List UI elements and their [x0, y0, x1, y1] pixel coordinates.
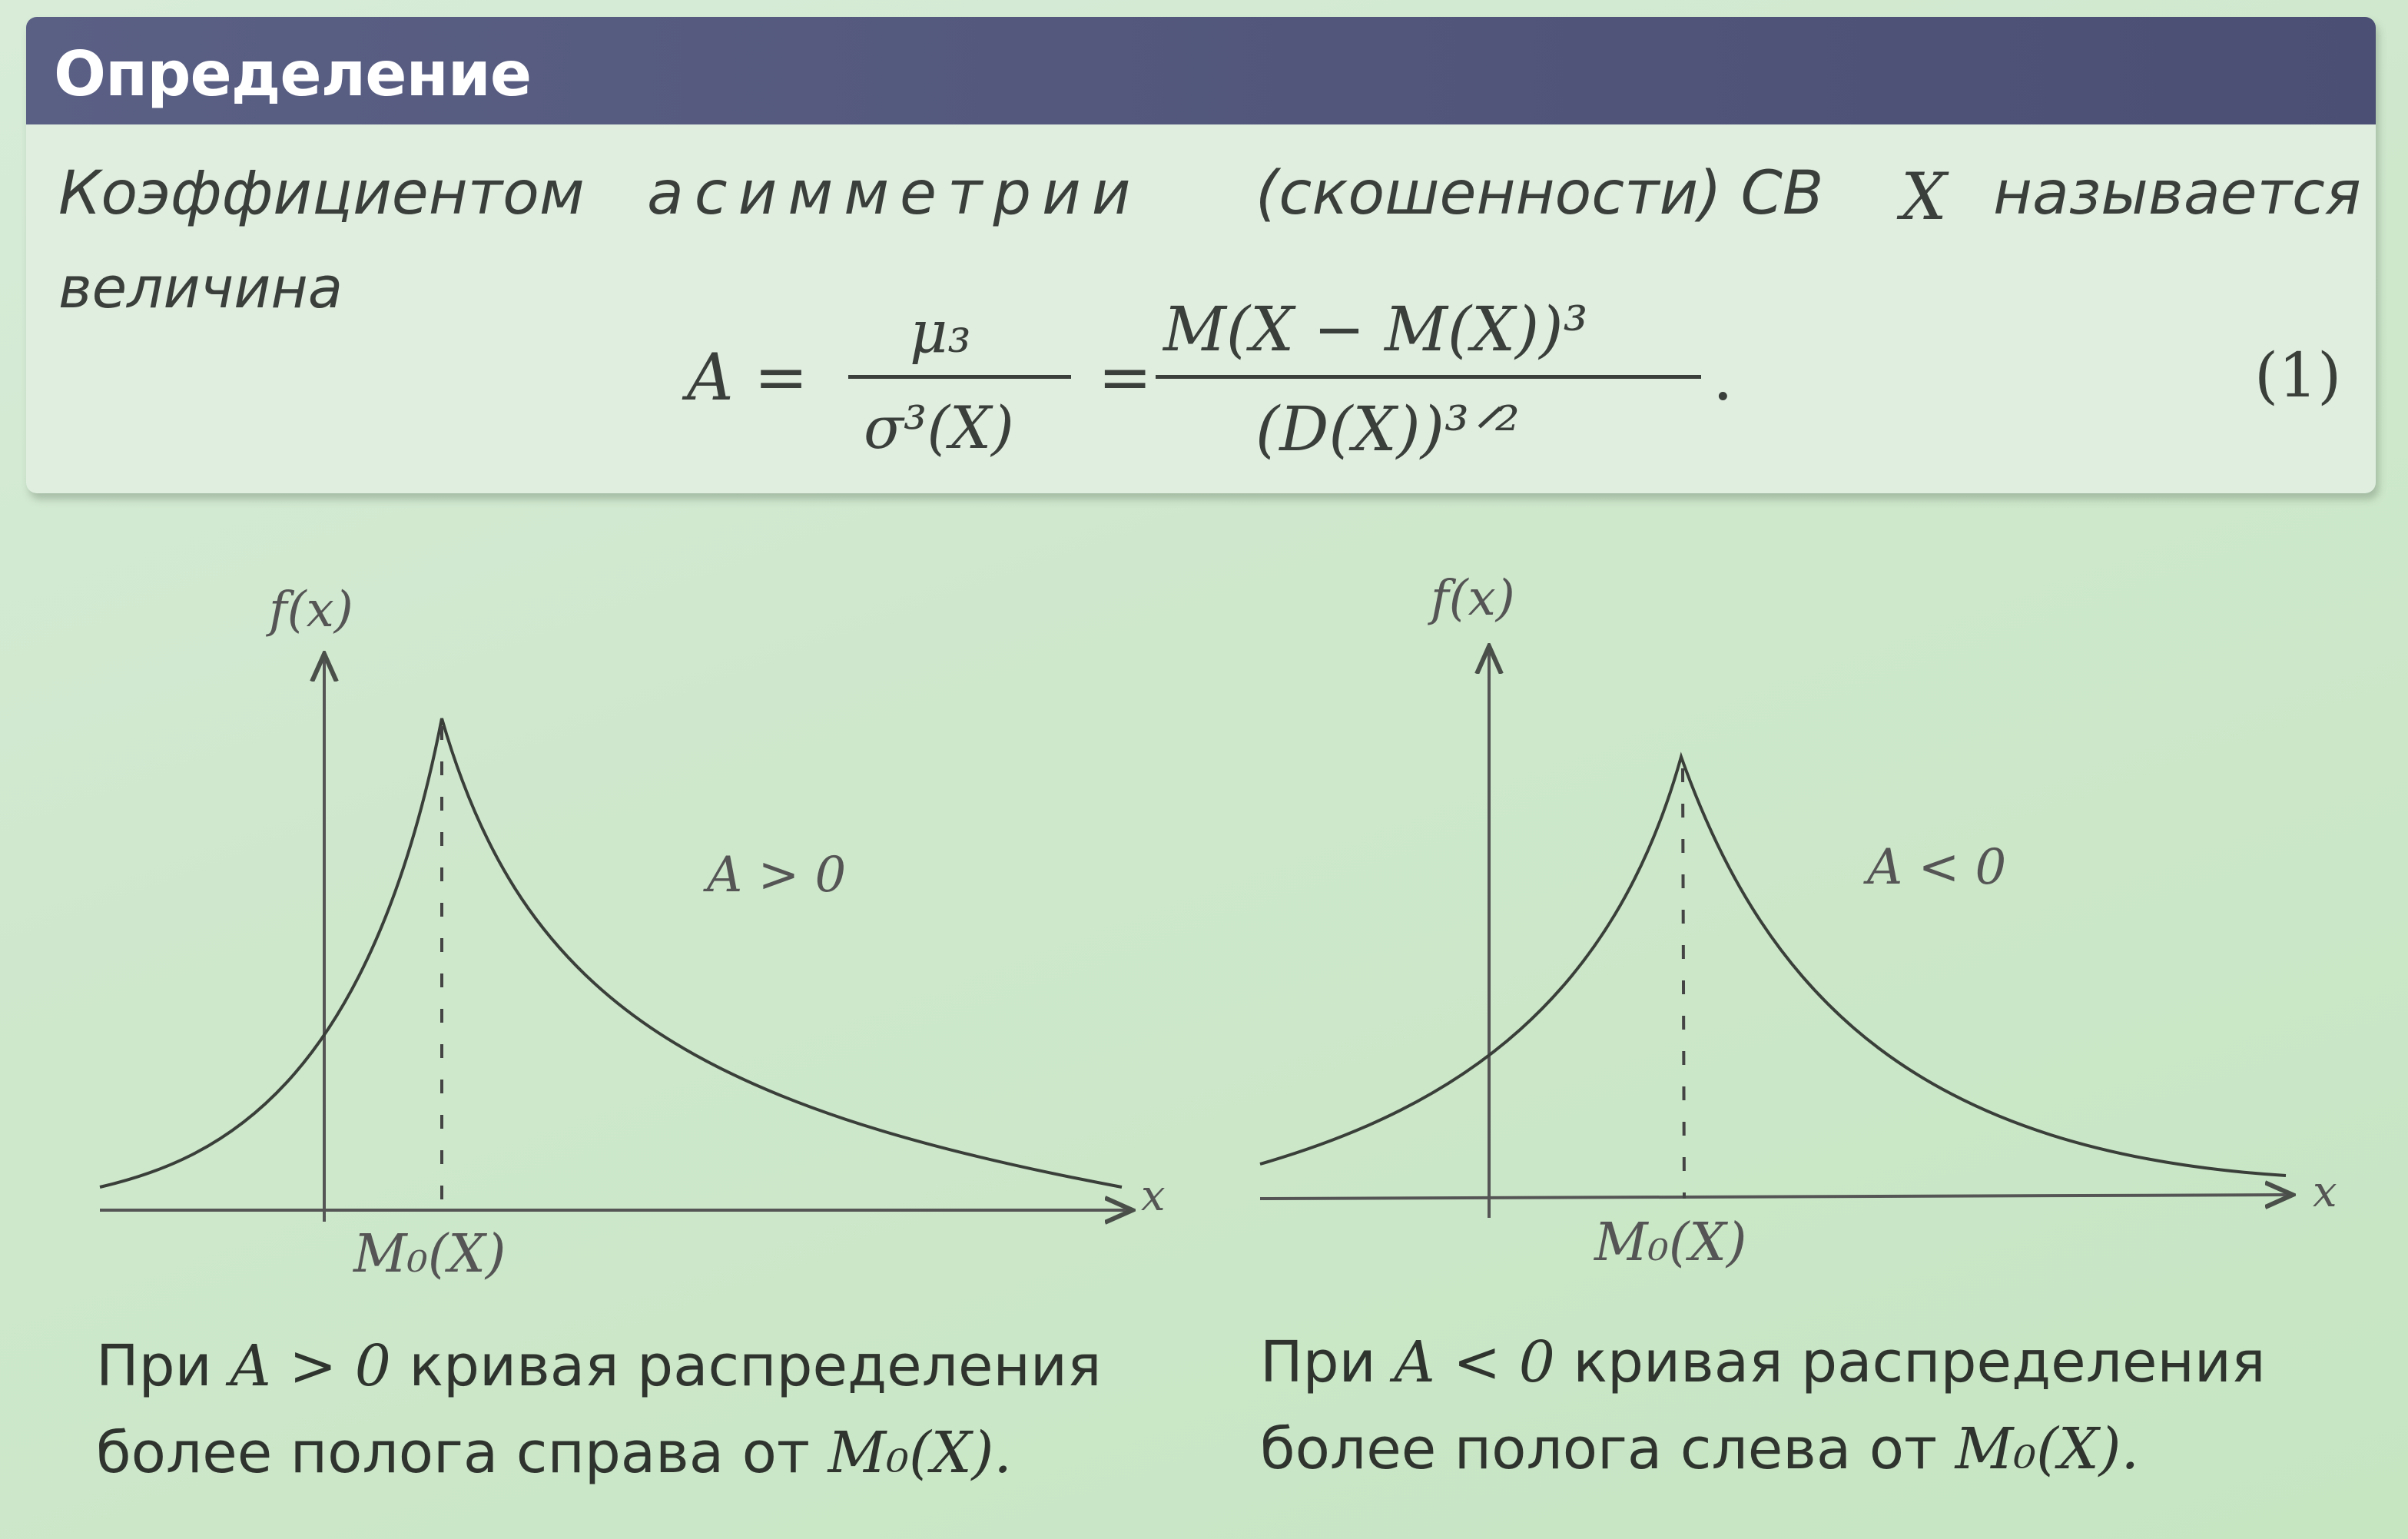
annotation-right: A < 0 — [1867, 839, 2007, 896]
text-asymmetry: асимметрии — [647, 159, 1142, 228]
equation-number: (1) — [2254, 340, 2342, 411]
mode-label-right: M₀(X) — [1594, 1212, 1747, 1273]
annotation-left: A > 0 — [707, 847, 847, 904]
caption-right-line1: При A < 0 кривая распределения — [1260, 1329, 2266, 1395]
caption-left-line2: более полога справа от M₀(X). — [96, 1420, 1012, 1486]
caption-right-line2: более полога слева от M₀(X). — [1260, 1416, 2140, 1482]
formula-mu3: μ₃ — [910, 297, 971, 366]
text-X: X — [1901, 159, 1947, 234]
x-label-left: x — [1141, 1171, 1166, 1221]
formula-equals: = — [1098, 340, 1153, 415]
formula-lhs: A = — [687, 340, 808, 415]
caption-left-line1: При A > 0 кривая распределения — [96, 1333, 1102, 1399]
formula-denominator: (D(X))³ᐟ² — [1255, 393, 1520, 465]
plot-left — [100, 657, 1129, 1222]
mode-label-left: M₀(X) — [353, 1224, 506, 1285]
text-nazyvaetsya: называется — [1993, 159, 2361, 228]
density-curve-right — [1260, 757, 2286, 1176]
y-label-left: f(x) — [269, 582, 353, 638]
x-label-right: x — [2313, 1167, 2337, 1217]
formula-sigma3: σ³(X) — [864, 393, 1014, 462]
formula-period: . — [1713, 340, 1733, 415]
text-velichina: величина — [58, 255, 343, 321]
density-curve-left — [100, 718, 1122, 1187]
y-label-right: f(x) — [1431, 570, 1515, 627]
x-axis-right — [1260, 1195, 2290, 1199]
definition-title: Определение — [54, 38, 532, 110]
plot-right — [1260, 649, 2290, 1218]
text-koefficient: Коэффициентом — [58, 159, 585, 228]
formula-numerator: M(X − M(X))³ — [1163, 294, 1588, 365]
text-skewness: (скошенности) СВ — [1255, 159, 1824, 228]
mode-line-right — [1683, 768, 1684, 1199]
